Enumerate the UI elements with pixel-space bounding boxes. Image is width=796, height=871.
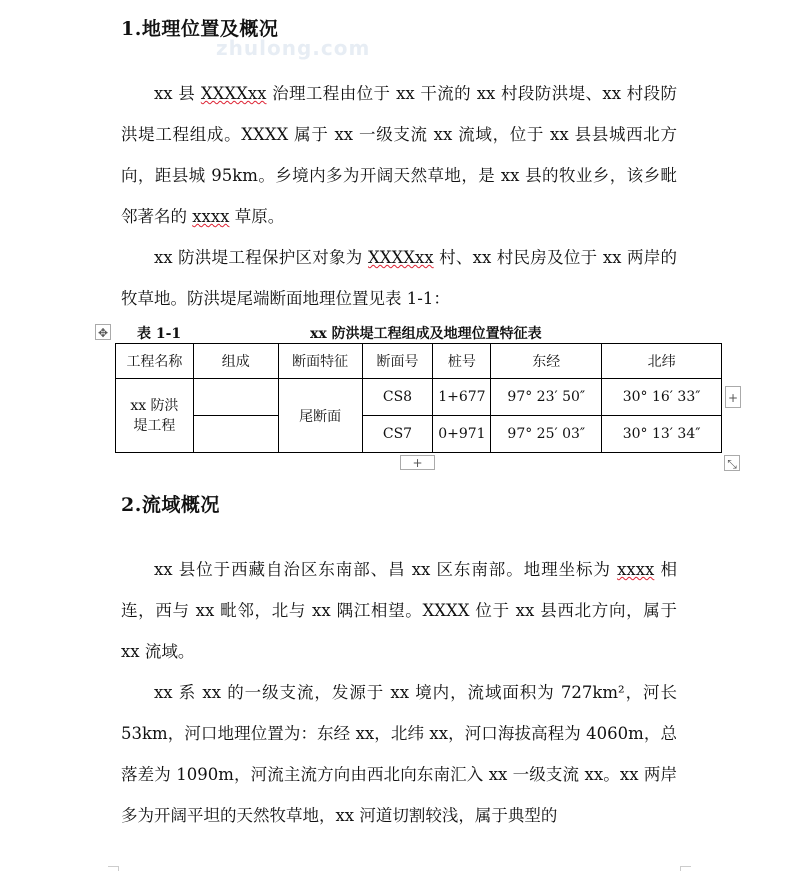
resize-handle-icon[interactable]: ⤡ xyxy=(724,455,740,471)
table-cell: CS8 xyxy=(362,379,433,416)
table-cell: 97° 23′ 50″ xyxy=(491,379,602,416)
table-cell: 30° 16′ 33″ xyxy=(602,379,722,416)
table-cell-project: xx 防洪堤工程 xyxy=(116,379,194,453)
add-column-icon[interactable]: + xyxy=(725,386,741,408)
table-header-row xyxy=(116,344,722,379)
table-row xyxy=(116,416,722,453)
table-cell xyxy=(193,416,278,453)
spellcheck-word: XXXXxx xyxy=(368,248,434,267)
table-header: 断面特征 xyxy=(278,344,362,379)
table-cell: 0+971 xyxy=(433,416,491,453)
table-title: xx 防洪堤工程组成及地理位置特征表 xyxy=(310,326,542,342)
add-row-icon[interactable]: + xyxy=(400,455,435,470)
paragraph: xx 县 XXXXxx 治理工程由位于 xx 干流的 xx 村段防洪堤、xx 村段防洪堤工程组成。XXXX 属于 xx 一级支流 xx 流域，位于 xx 县县城西北方向，距县城 95km。乡境内多为开阔天然草地，是 xx 县的牧业乡，该乡毗邻著名的 xxxx 草原。 xyxy=(121,84,677,226)
table-header: 东经 xyxy=(491,344,602,379)
paragraph: xx 防洪堤工程保护区对象为 XXXXxx 村、xx 村民房及位于 xx 两岸的牧草地。防洪堤尾端断面地理位置见表 1-1： xyxy=(121,248,677,308)
table-header: 工程名称 xyxy=(116,344,194,379)
watermark: zhulong.com xyxy=(216,36,371,60)
paragraph: xx 系 xx 的一级支流，发源于 xx 境内，流域面积为 727km²，河长 53km，河口地理位置为：东经 xx，北纬 xx，河口海拔高程为 4060m，总落差为 1090m，河流主流方向由西北向东南汇入 xx 一级支流 xx。xx 两岸多为开阔平坦的天然牧草地，xx 河道切割较浅，属于典型的 xyxy=(121,683,677,825)
move-handle-icon[interactable]: ✥ xyxy=(95,324,111,340)
page-corner-mark xyxy=(108,866,119,871)
feature-table xyxy=(115,343,722,453)
table-cell: 1+677 xyxy=(433,379,491,416)
spellcheck-word: XXXXxx xyxy=(200,84,267,103)
table-cell xyxy=(193,379,278,416)
table-caption: 表 1-1 xyxy=(137,326,182,342)
section-2-body xyxy=(121,549,677,836)
spellcheck-word: xxxx xyxy=(617,560,655,579)
section-2-heading: 2.流域概况 xyxy=(121,494,220,516)
table-header: 组成 xyxy=(193,344,278,379)
paragraph: xx 县位于西藏自治区东南部、昌 xx 区东南部。地理坐标为 xxxx 相连，西与 xx 毗邻，北与 xx 隅江相望。XXXX 位于 xx 县西北方向，属于 xx 流域。 xyxy=(121,560,677,661)
table-row xyxy=(116,379,722,416)
table-cell-feature: 尾断面 xyxy=(278,379,362,453)
table-header: 北纬 xyxy=(602,344,722,379)
table-header: 桩号 xyxy=(433,344,491,379)
table-cell: 97° 25′ 03″ xyxy=(491,416,602,453)
spellcheck-word: xxxx xyxy=(192,207,230,226)
table-cell: 30° 13′ 34″ xyxy=(602,416,722,453)
table-cell: CS7 xyxy=(362,416,433,453)
page-corner-mark xyxy=(680,866,691,871)
table-header: 断面号 xyxy=(362,344,433,379)
section-1-heading: 1.地理位置及概况 xyxy=(121,18,279,40)
section-1-body xyxy=(121,73,677,319)
